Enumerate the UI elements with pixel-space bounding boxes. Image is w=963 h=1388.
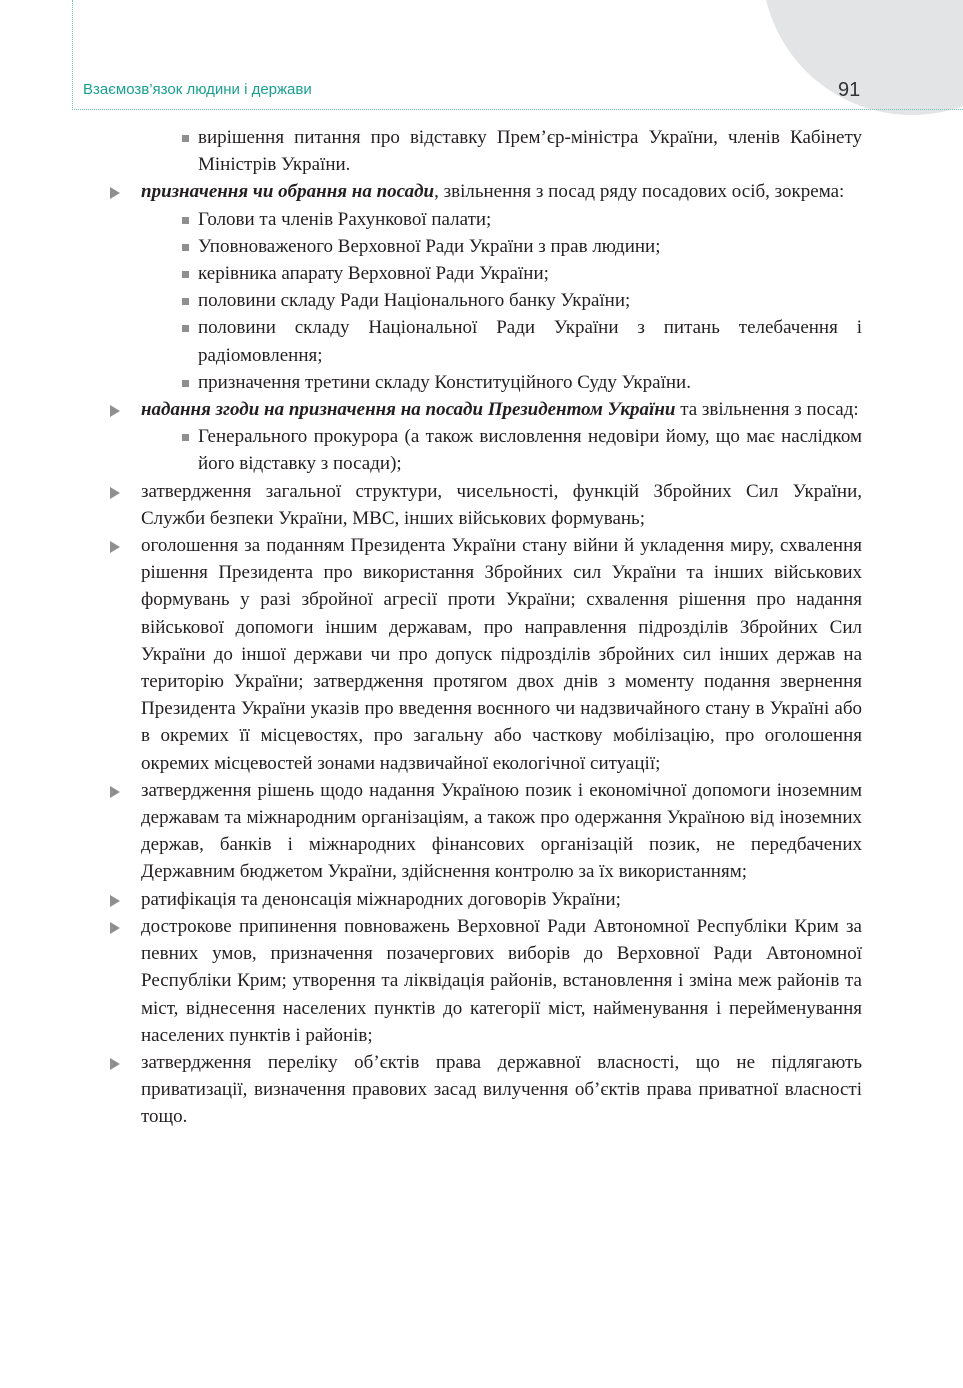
list-item bbox=[108, 532, 862, 777]
triangle-bullet-icon bbox=[110, 786, 120, 798]
item-text: та звільнення з посад: bbox=[675, 399, 859, 421]
item-emphasis: призначення чи обрання на посади bbox=[141, 181, 435, 203]
item-text: Голови та членів Рахункової палати; bbox=[198, 208, 492, 230]
item-text: оголошення за поданням Президента України стану війни й укладення миру, схвалення рішення Президента про використання Збройних сил України та інших військових формувань у разі збройної агресії проти України; схвалення рішення про надання військової допомоги іншим державам, про направлення підрозділів Збройних Сил України до іншої держави чи про допуск підрозділів збройних сил інших держав на територію України; затвердження протягом двох днів з моменту подання звернення Президента України указів про введення воєнного чи надзвичайного стану в Україні або в окремих її місцевостях, про загальну або часткову мобілізацію, про оголошення окремих місцевостей зонами надзвичайної екологічної ситуації; bbox=[141, 535, 862, 774]
powers-list bbox=[108, 124, 862, 1131]
list-item bbox=[108, 260, 862, 287]
square-bullet-icon bbox=[182, 380, 189, 387]
list-item bbox=[108, 777, 862, 886]
item-text: дострокове припинення повноважень Верховної Ради Автономної Республіки Крим за певних умов, призначення позачергових виборів до Верховної Ради Автономної Республіки Крим; утворення та ліквідація районів, встановлення і зміна меж районів та міст, віднесення населених пунктів до категорії міст, найменування і перейменування населених пунктів і районів; bbox=[141, 915, 862, 1046]
page-number: 91 bbox=[838, 79, 861, 101]
item-text: , звільнення з посад ряду посадових осіб, зокрема: bbox=[434, 181, 845, 203]
square-bullet-icon bbox=[182, 135, 189, 142]
list-item bbox=[108, 206, 862, 233]
item-text: Генерального прокурора (а також висловлення недовіри йому, що має наслідком його відставку з посади); bbox=[198, 426, 862, 475]
triangle-bullet-icon bbox=[110, 895, 120, 907]
triangle-bullet-icon bbox=[110, 541, 120, 553]
square-bullet-icon bbox=[182, 244, 189, 251]
list-item bbox=[108, 233, 862, 260]
item-emphasis: надання згоди на призначення на посади Президентом України bbox=[141, 399, 676, 421]
list-item bbox=[108, 369, 862, 396]
item-text: призначення третини складу Конституційного Суду України. bbox=[198, 371, 691, 393]
item-text: половини складу Національної Ради України з питань телебачення і радіомовлення; bbox=[198, 317, 862, 366]
corner-decoration bbox=[762, 0, 963, 115]
item-text: Уповноваженого Верховної Ради України з прав людини; bbox=[198, 235, 661, 257]
item-text: ратифікація та денонсація міжнародних договорів України; bbox=[141, 888, 621, 910]
square-bullet-icon bbox=[182, 434, 189, 441]
list-item bbox=[108, 178, 862, 205]
triangle-bullet-icon bbox=[110, 487, 120, 499]
list-item bbox=[108, 287, 862, 314]
running-title: Взаємозв’язок людини і держави bbox=[83, 81, 312, 98]
item-text: вирішення питання про відставку Прем’єр-міністра України, членів Кабінету Міністрів України. bbox=[198, 127, 862, 176]
triangle-bullet-icon bbox=[110, 405, 120, 417]
list-item bbox=[108, 886, 862, 913]
triangle-bullet-icon bbox=[110, 187, 120, 199]
square-bullet-icon bbox=[182, 298, 189, 305]
square-bullet-icon bbox=[182, 217, 189, 224]
list-item bbox=[108, 1049, 862, 1131]
square-bullet-icon bbox=[182, 325, 189, 332]
list-item bbox=[108, 423, 862, 477]
item-text: затвердження загальної структури, чисельності, функцій Збройних Сил України, Служби безпеки України, МВС, інших військових формувань; bbox=[141, 480, 862, 529]
margin-guide-vertical bbox=[72, 0, 73, 110]
list-item bbox=[108, 478, 862, 532]
item-text: затвердження переліку об’єктів права державної власності, що не підлягають приватизації, визначення правових засад вилучення об’єктів права приватної власності тощо. bbox=[141, 1051, 862, 1128]
list-item bbox=[108, 124, 862, 178]
list-item bbox=[108, 396, 862, 423]
item-text: половини складу Ради Національного банку України; bbox=[198, 290, 631, 312]
item-text: керівника апарату Верховної Ради України; bbox=[198, 263, 549, 285]
list-item bbox=[108, 314, 862, 368]
list-item bbox=[108, 913, 862, 1049]
square-bullet-icon bbox=[182, 271, 189, 278]
triangle-bullet-icon bbox=[110, 1058, 120, 1070]
triangle-bullet-icon bbox=[110, 922, 120, 934]
item-text: затвердження рішень щодо надання Україною позик і економічної допомоги іноземним державам та міжнародним організаціям, а також про одержання Україною від іноземних держав, банків і міжнародних фінансових організацій позик, не передбачених Державним бюджетом України, здійснення контролю за їх використанням; bbox=[141, 779, 862, 883]
header-rule bbox=[72, 109, 963, 110]
